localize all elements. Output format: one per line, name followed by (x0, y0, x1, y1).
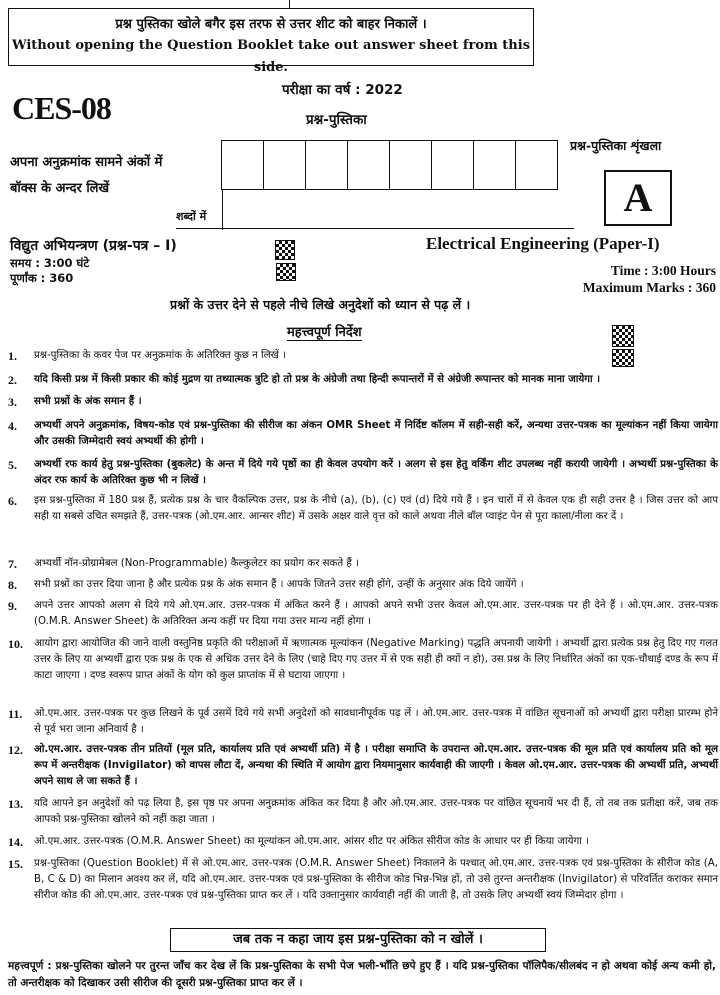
instruction-text: आयोग द्वारा आयोजित की जाने वाली वस्तुनिष्ठ प्रकृति की परीक्षाओं में ऋणात्मक मूल्यांकन (Negative Marking) पद्धति अपनायी जायेगी । अभ्यर्थी द्वारा प्रत्येक प्रश्न हेतु दिए गए गलत उत्तर के लिए या अभ्यर्थी द्वारा एक प्रश्न के एक से अधिक उत्तर देने के लिए (चाहे दिए गए उत्तर में से एक सही ही क्यों न हो), उस प्रश्न के लिए निर्धारित अंकों का एक-चौथाई दण्ड के रूप में काटा जाएगा । दण्ड स्वरूप प्राप्त अंकों के योग को कुल प्राप्तांक में से घटाया जाएगा । (34, 638, 718, 681)
instruction-number: 15. (8, 857, 23, 871)
instruction-text: ओ.एम.आर. उत्तर-पत्रक पर कुछ लिखने के पूर्व उसमें दिये गये सभी अनुदेशों को सावधानीपूर्वक पढ़ लें । ओ.एम.आर. उत्तर-पत्रक में वांछित सूचनाओं को अभ्यर्थी द्वारा परीक्षा प्रारम्भ होने से पूर्व भरा जाना अनिवार्य है । (34, 708, 718, 735)
instruction-text: प्रश्न-पुस्तिका (Question Booklet) में से ओ.एम.आर. उत्तर-पत्रक (O.M.R. Answer Sheet) निकालने के पश्चात् ओ.एम.आर. उत्तर-पत्रक एवं प्रश्न-पुस्तिका के सीरीज कोड (A, B, C & D) का मिलान अवश्य कर लें, यदि ओ.एम.आर. उत्तर-पत्रक एवं प्रश्न-पुस्तिका के सीरीज कोड भिन्न-भिन्न हों, तो उसे तुरन्त अन्तरीक्षक (Invigilator) से परिवर्तित कराकर समान सीरीज कोड की ओ.एम.आर. उत्तर-पत्रक एवं प्रश्न-पुस्तिका प्राप्त कर लें । यदि उक्तानुसार कार्यवाही नहीं की जाती है, तो उसके लिए अभ्यर्थी स्वयं जिम्मेदार होगा । (34, 858, 718, 901)
roll-digit-box[interactable] (389, 140, 432, 190)
roll-text-line-2: बॉक्स के अन्दर लिखें (10, 181, 110, 196)
exam-year: परीक्षा का वर्ष : 2022 (282, 82, 403, 98)
roll-digit-box[interactable] (221, 140, 264, 190)
roll-digit-box[interactable] (473, 140, 516, 190)
instruction-number: 3. (8, 395, 17, 409)
time-hindi: समय : 3:00 घंटे (10, 256, 90, 270)
roll-digit-box[interactable] (305, 140, 348, 190)
qr-code-icon (612, 325, 634, 347)
instruction-number: 10. (8, 637, 23, 651)
instruction-number: 12. (8, 743, 23, 757)
time-marks-english (520, 262, 716, 296)
time-english: Time : 3:00 Hours (610, 263, 716, 278)
instruction-number: 4. (8, 419, 17, 433)
instruction-number: 13. (8, 797, 23, 811)
important-instructions-heading: महत्त्वपूर्ण निर्देश (287, 322, 362, 341)
instruction-item (8, 856, 718, 904)
instruction-text: अपने उत्तर आपको अलग से दिये गये ओ.एम.आर. उत्तर-पत्रक में अंकित करने हैं । आपको अपने सभी उत्तर केवल ओ.एम.आर. उत्तर-पत्रक पर ही देने हैं । ओ.एम.आर. उत्तर-पत्रक (O.M.R. Answer Sheet) के अतिरिक्त अन्य कहीं पर दिया गया उत्तर मान्य नहीं होगा । (34, 600, 718, 627)
important-final-note: महत्त्वपूर्ण : प्रश्न-पुस्तिका खोलने पर तुरन्त जाँच कर देख लें कि प्रश्न-पुस्तिका के सभी पेज भली-भाँति छपे हुए हैं । यदि प्रश्न-पुस्तिका पॉलिपैक/सीलबंद न हो अथवा कोई अन्य कमी हो, तो अन्तरीक्षक को दिखाकर उसी सीरीज की दूसरी प्रश्न-पुस्तिका प्राप्त कर लें । (8, 960, 716, 989)
exam-code: CES-08 (12, 90, 111, 126)
instruction-item (8, 348, 718, 364)
roll-number-boxes[interactable] (222, 140, 558, 190)
roll-number-instruction (10, 150, 162, 202)
instruction-text: यदि किसी प्रश्न में किसी प्रकार की कोई मुद्रण या तथ्यात्मक त्रुटि हो तो प्रश्न के अंग्रेजी तथा हिन्दी रूपान्तरों में से अंग्रेजी रूपान्तर को मानक माना जायेगा । (34, 374, 601, 385)
qr-code-icon (275, 240, 295, 260)
instruction-item (8, 577, 718, 593)
roll-digit-box[interactable] (263, 140, 306, 190)
instruction-number: 14. (8, 835, 23, 849)
tear-notice-hindi: प्रश्न पुस्तिका खोले बगैर इस तरफ से उत्तर शीट को बाहर निकालें । (115, 17, 427, 32)
instruction-item (8, 742, 718, 790)
instruction-text: ओ.एम.आर. उत्तर-पत्रक (O.M.R. Answer Sheet) का मूल्यांकन ओ.एम.आर. आंसर शीट पर अंकित सीरीज कोड के आधार पर ही किया जायेगा । (34, 836, 589, 847)
roll-digit-box[interactable] (347, 140, 390, 190)
roll-digit-box[interactable] (515, 140, 558, 190)
roll-in-words-line[interactable] (176, 207, 574, 229)
instruction-text: अभ्यर्थी अपने अनुक्रमांक, विषय-कोड एवं प्रश्न-पुस्तिका की सीरीज का अंकन OMR Sheet में निर्दिष्ट कॉलम में सही-सही करें, अन्यथा उत्तर-पत्रक का मूल्यांकन नहीं किया जायेगा और उसकी जिम्मेदारी स्वयं अभ्यर्थी की होगी । (34, 420, 718, 447)
series-label: प्रश्न-पुस्तिका शृंखला (570, 138, 662, 153)
subject-hindi: विद्युत अभियन्त्रण (प्रश्न-पत्र – I) (10, 238, 177, 254)
instruction-item (8, 457, 718, 489)
instruction-item (8, 834, 718, 850)
instruction-number: 7. (8, 557, 17, 571)
instruction-item (8, 706, 718, 738)
roll-digit-box[interactable] (431, 140, 474, 190)
read-instructions-note: प्रश्नों के उत्तर देने से पहले नीचे लिखे अनुदेशों को ध्यान से पढ़ लें । (170, 297, 471, 312)
subject-english: Electrical Engineering (Paper-I) (426, 234, 660, 253)
instruction-number: 2. (8, 373, 17, 387)
instruction-text: प्रश्न-पुस्तिका के कवर पेज पर अनुक्रमांक के अतिरिक्त कुछ न लिखें । (34, 350, 287, 361)
tear-notice-english: Without opening the Question Booklet take out answer sheet from this side. (11, 38, 531, 75)
instruction-text: अभ्यर्थी रफ कार्य हेतु प्रश्न-पुस्तिका (बुकलेट) के अन्त में दिये गये पृष्ठों का ही केवल उपयोग करें । अलग से इस हेतु वर्किंग शीट उपलब्ध नहीं करायी जायेगी । अभ्यर्थी प्रश्न-पुस्तिका के अंदर रफ कार्य के अतिरिक्त कुछ भी न लिखें । (34, 459, 718, 486)
marks-hindi: पूर्णांक : 360 (10, 271, 74, 285)
instruction-item (8, 372, 718, 388)
instruction-item (8, 418, 718, 450)
instruction-item (8, 598, 718, 630)
instruction-number: 1. (8, 349, 17, 363)
roll-text-line-1: अपना अनुक्रमांक सामने अंकों में (10, 155, 163, 170)
instruction-text: यदि आपने इन अनुदेशों को पढ़ लिया है, इस पृष्ठ पर अपना अनुक्रमांक अंकित कर दिया है और ओ.एम.आर. उत्तर-पत्रक पर वांछित सूचनायें भर दी हैं, तो तब तक प्रतीक्षा करें, जब तक आपको प्रश्न-पुस्तिका खोलने को नहीं कहा जाता । (34, 798, 718, 825)
qr-code-icon (276, 263, 296, 281)
instruction-text: सभी प्रश्नों के अंक समान हैं । (34, 396, 142, 407)
instruction-number: 6. (8, 494, 17, 508)
booklet-title: प्रश्न-पुस्तिका (306, 112, 367, 128)
instruction-text: इस प्रश्न-पुस्तिका में 180 प्रश्न हैं, प्रत्येक प्रश्न के चार वैकल्पिक उत्तर, प्रश्न के नीचे (a), (b), (c) एवं (d) दिये गये हैं । इन चारों में से केवल एक ही सही उत्तर है । जिस उत्तर को आप सही या सबसे उचित समझते हैं, उत्तर-पत्रक (ओ.एम.आर. आन्सर शीट) में उसके अक्षर वाले वृत्त को काले अथवा नीले बॉल प्वाइंट पेन से पूरा काला/नीला कर दें । (34, 495, 718, 522)
marks-english: Maximum Marks : 360 (582, 280, 716, 295)
roll-words-label: शब्दों में (176, 210, 207, 223)
instruction-item (8, 556, 718, 572)
series-value-box: A (604, 170, 672, 226)
instruction-item (8, 394, 718, 410)
instruction-item (8, 636, 718, 684)
instruction-text: सभी प्रश्नों का उत्तर दिया जाना है और प्रत्येक प्रश्न के अंक समान हैं । आपके जितने उत्तर सही होंगे, उन्हीं के अनुसार अंक दिये जायेंगे । (34, 579, 524, 590)
instruction-item (8, 493, 718, 525)
instruction-number: 8. (8, 578, 17, 592)
instruction-text: ओ.एम.आर. उत्तर-पत्रक तीन प्रतियों (मूल प्रति, कार्यालय प्रति एवं अभ्यर्थी प्रति) में है । परीक्षा समाप्ति के उपरान्त ओ.एम.आर. उत्तर-पत्रक की मूल प्रति एवं कार्यालय प्रति को मूल रूप में अन्तरीक्षक (Invigilator) को वापस लौटा दें, अन्यथा की स्थिति में आयोग द्वारा नियमानुसार कार्यवाही की जाएगी । केवल ओ.एम.आर. उत्तर-पत्रक की अभ्यर्थी प्रति, अभ्यर्थी अपने साथ ले जा सकते हैं । (34, 744, 718, 787)
instruction-number: 9. (8, 599, 17, 613)
top-divider-line (289, 0, 290, 8)
instruction-item (8, 796, 718, 828)
instruction-number: 11. (8, 707, 23, 721)
tear-notice-box (8, 8, 534, 75)
do-not-open-notice: जब तक न कहा जाय इस प्रश्न-पुस्तिका को न खोलें । (170, 928, 546, 952)
time-marks-hindi (10, 256, 89, 286)
instruction-text: अभ्यर्थी नॉन-प्रोग्रामेबल (Non-Programmable) कैल्कुलेटर का प्रयोग कर सकते हैं । (34, 558, 359, 569)
instruction-number: 5. (8, 458, 17, 472)
